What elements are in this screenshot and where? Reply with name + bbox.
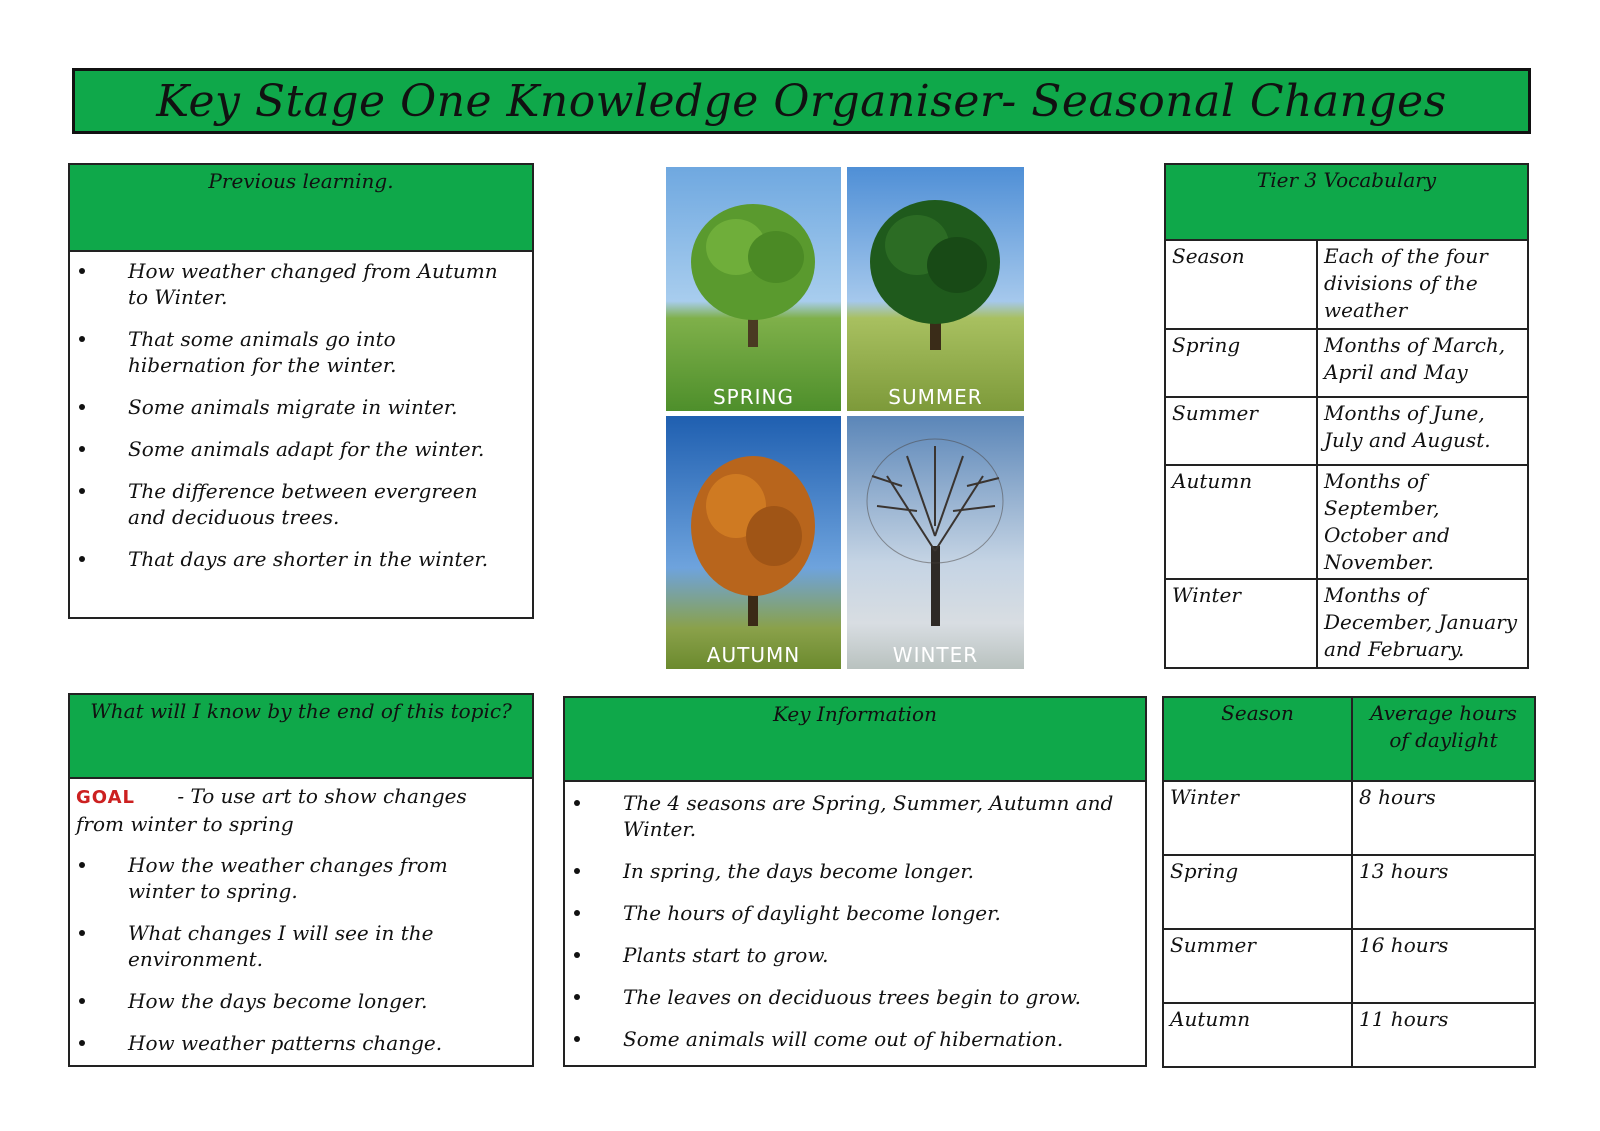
end-of-topic-heading: What will I know by the end of this topic? <box>70 695 532 779</box>
winter-photo <box>847 416 1024 669</box>
season-cell: Autumn <box>1163 1003 1352 1067</box>
winter-label: WINTER <box>892 643 979 667</box>
vocabulary-panel <box>1164 163 1529 669</box>
hours-cell: 11 hours <box>1352 1003 1535 1067</box>
vocab-definition: Each of the four divisions of the weather <box>1317 240 1528 329</box>
list-item: Some animals migrate in winter. <box>70 394 532 420</box>
list-item: How weather changed from Autumn to Winter. <box>70 258 532 310</box>
vocab-term: Winter <box>1165 579 1317 668</box>
list-item: What changes I will see in the environment. <box>70 920 532 972</box>
vocab-definition: Months of September, October and November. <box>1317 465 1528 579</box>
vocab-definition: Months of June, July and August. <box>1317 397 1528 465</box>
key-information-list <box>565 782 1145 1052</box>
bullet-icon <box>79 404 85 410</box>
list-item: The hours of daylight become longer. <box>565 900 1145 926</box>
vocab-definition: Months of March, April and May <box>1317 329 1528 397</box>
list-item: That days are shorter in the winter. <box>70 546 532 572</box>
bullet-icon <box>79 556 85 562</box>
page-title: Key Stage One Knowledge Organiser- Seasonal Changes <box>156 75 1447 127</box>
goal-text: - To use art to show changes from winter to spring <box>76 784 467 836</box>
bullet-icon <box>574 1036 580 1042</box>
bullet-icon <box>574 994 580 1000</box>
bullet-icon <box>79 268 85 274</box>
list-item: How weather patterns change. <box>70 1030 532 1056</box>
vocab-term: Spring <box>1165 329 1317 397</box>
vocabulary-header-row <box>1165 164 1528 240</box>
daylight-table <box>1162 696 1536 1068</box>
list-item: How the days become longer. <box>70 988 532 1014</box>
autumn-photo <box>666 416 841 669</box>
previous-learning-panel <box>68 163 534 619</box>
summer-photo <box>847 167 1024 411</box>
list-item: How the weather changes from winter to spring. <box>70 852 532 904</box>
list-item: The 4 seasons are Spring, Summer, Autumn and Winter. <box>565 790 1145 842</box>
table-row <box>1165 397 1528 465</box>
list-item: Some animals will come out of hibernation. <box>565 1026 1145 1052</box>
list-item: Plants start to grow. <box>565 942 1145 968</box>
autumn-label: AUTUMN <box>706 643 801 667</box>
list-item: That some animals go into hibernation for the winter. <box>70 326 532 378</box>
vocab-term: Season <box>1165 240 1317 329</box>
winter-tree-icon <box>847 416 1024 669</box>
key-information-heading: Key Information <box>565 698 1145 782</box>
daylight-panel <box>1162 696 1536 1068</box>
table-row <box>1165 329 1528 397</box>
bullet-icon <box>79 446 85 452</box>
bullet-icon <box>574 868 580 874</box>
table-row <box>1163 781 1535 855</box>
list-item: The leaves on deciduous trees begin to grow. <box>565 984 1145 1010</box>
bullet-icon <box>79 488 85 494</box>
end-of-topic-list <box>70 852 532 1056</box>
bullet-icon <box>79 1040 85 1046</box>
key-information-panel <box>563 696 1147 1067</box>
bullet-icon <box>79 336 85 342</box>
list-item: Some animals adapt for the winter. <box>70 436 532 462</box>
bullet-icon <box>79 930 85 936</box>
bullet-icon <box>79 862 85 868</box>
table-row <box>1165 465 1528 579</box>
vocabulary-heading: Tier 3 Vocabulary <box>1165 164 1528 240</box>
season-cell: Spring <box>1163 855 1352 929</box>
spring-label: SPRING <box>712 385 794 409</box>
season-cell: Winter <box>1163 781 1352 855</box>
table-row <box>1163 855 1535 929</box>
season-column-header: Season <box>1163 697 1352 781</box>
end-of-topic-panel <box>68 693 534 1067</box>
vocab-term: Autumn <box>1165 465 1317 579</box>
spring-tree-icon <box>666 167 841 411</box>
summer-tree-icon <box>847 167 1024 411</box>
previous-learning-list <box>70 252 532 572</box>
bullet-icon <box>574 800 580 806</box>
hours-cell: 13 hours <box>1352 855 1535 929</box>
summer-label: SUMMER <box>888 385 983 409</box>
table-row <box>1165 240 1528 329</box>
bullet-icon <box>574 952 580 958</box>
table-row <box>1165 579 1528 668</box>
daylight-column-header: Average hours of daylight <box>1352 697 1535 781</box>
spring-photo <box>666 167 841 411</box>
bullet-icon <box>574 910 580 916</box>
vocab-definition: Months of December, January and February. <box>1317 579 1528 668</box>
seasons-image <box>666 167 1024 669</box>
bullet-icon <box>79 998 85 1004</box>
daylight-header-row <box>1163 697 1535 781</box>
season-cell: Summer <box>1163 929 1352 1003</box>
table-row <box>1163 929 1535 1003</box>
previous-learning-heading: Previous learning. <box>70 165 532 252</box>
page-title-bar <box>72 68 1531 134</box>
vocab-term: Summer <box>1165 397 1317 465</box>
table-row <box>1163 1003 1535 1067</box>
vocabulary-table <box>1164 163 1529 669</box>
list-item: In spring, the days become longer. <box>565 858 1145 884</box>
autumn-tree-icon <box>666 416 841 669</box>
hours-cell: 16 hours <box>1352 929 1535 1003</box>
goal-badge-icon: GOAL <box>76 787 135 808</box>
list-item: The difference between evergreen and deciduous trees. <box>70 478 532 530</box>
goal-statement <box>70 779 532 838</box>
hours-cell: 8 hours <box>1352 781 1535 855</box>
